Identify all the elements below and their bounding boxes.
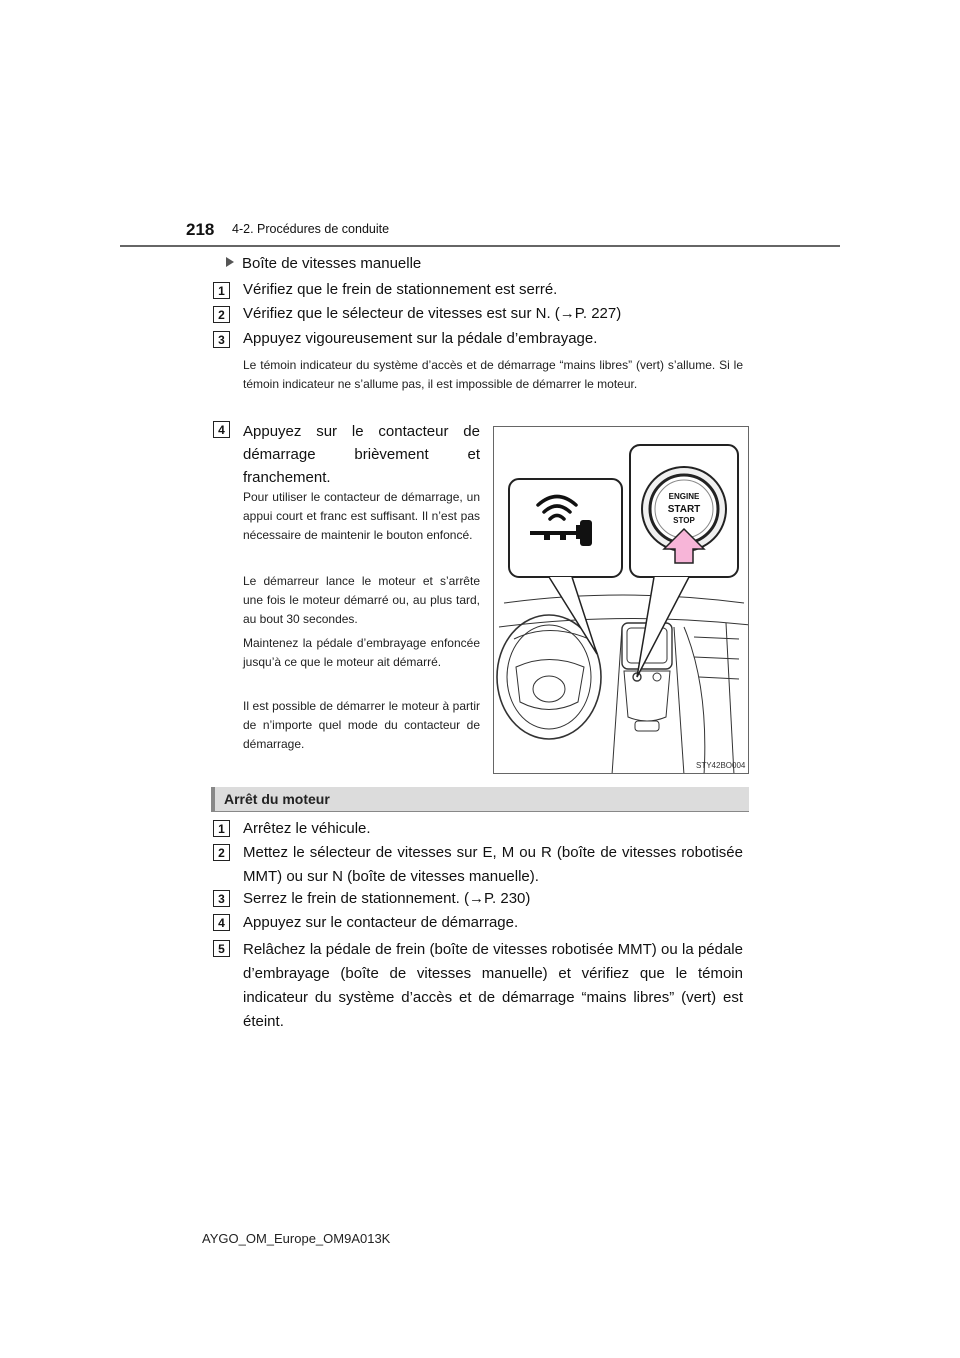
step-text: Serrez le frein de stationnement. (→P. 230) — [243, 890, 531, 907]
step-number: 2 — [213, 844, 230, 861]
step-number: 1 — [213, 820, 230, 837]
step-number: 4 — [213, 421, 230, 438]
header-rule — [120, 245, 840, 247]
step-text: Appuyez vigoureusement sur la pédale d’embrayage. — [243, 330, 598, 347]
step-number: 2 — [213, 306, 230, 323]
triangle-bullet-icon — [226, 257, 234, 267]
step-note: Le témoin indicateur du système d’accès et de démarrage “mains libres” (vert) s’allume. Si le témoin indicateur ne s’allume pas, il est impossible de démarrer le moteur. — [243, 358, 743, 391]
indicator-callout — [509, 479, 622, 577]
page-number: 218 — [186, 220, 215, 239]
section-title: 4-2. Procédures de conduite — [232, 222, 390, 236]
button-label-start: START — [667, 504, 701, 515]
step-number: 4 — [213, 914, 230, 931]
step-text: Mettez le sélecteur de vitesses sur E, M ou R (boîte de vitesses robotisée MMT) ou sur N (boîte de vitesses manuelle). — [243, 844, 743, 885]
button-label-engine: ENGINE — [668, 492, 700, 501]
step-number: 3 — [213, 331, 230, 348]
step-text: Relâchez la pédale de frein (boîte de vitesses robotisée MMT) ou la pédale d’embrayage (boîte de vitesses manuelle) et vérifiez que le témoin indicateur du système d’accès et de démarrage “mains libres” (vert) est éteint. — [243, 941, 743, 1030]
figure-code: STY42BO004 — [696, 761, 746, 770]
button-label-stop: STOP — [673, 516, 695, 525]
step-note: Le démarreur lance le moteur et s’arrête une fois le moteur démarré ou, au plus tard, au bout 30 secondes. — [243, 574, 480, 626]
step-number: 5 — [213, 940, 230, 957]
step-text: Vérifiez que le sélecteur de vitesses est sur N. (→P. 227) — [243, 305, 622, 322]
subheading: Boîte de vitesses manuelle — [226, 255, 421, 272]
step-note: Pour utiliser le contacteur de démarrage, un appui court et franc est suffisant. Il n’est pas nécessaire de maintenir le bouton enfoncé. — [243, 490, 480, 542]
step-note: Il est possible de démarrer le moteur à partir de n’importe quel mode du contacteur de démarrage. — [243, 699, 480, 751]
footer-code: AYGO_OM_Europe_OM9A013K — [202, 1231, 391, 1246]
step-number: 1 — [213, 282, 230, 299]
step-text: Appuyez sur le contacteur de démarrage. — [243, 914, 519, 931]
section-rule — [211, 811, 749, 812]
dashboard-illustration — [493, 426, 749, 774]
step-text: Vérifiez que le frein de stationnement est serré. — [243, 281, 558, 298]
step-note: Maintenez la pédale d’embrayage enfoncée jusqu’à ce que le moteur ait démarré. — [243, 636, 480, 669]
section-header: Arrêt du moteur — [211, 787, 749, 811]
step-text: Appuyez sur le contacteur de démarrage brièvement et franchement. — [243, 423, 480, 486]
step-text: Arrêtez le véhicule. — [243, 820, 371, 837]
step-number: 3 — [213, 890, 230, 907]
